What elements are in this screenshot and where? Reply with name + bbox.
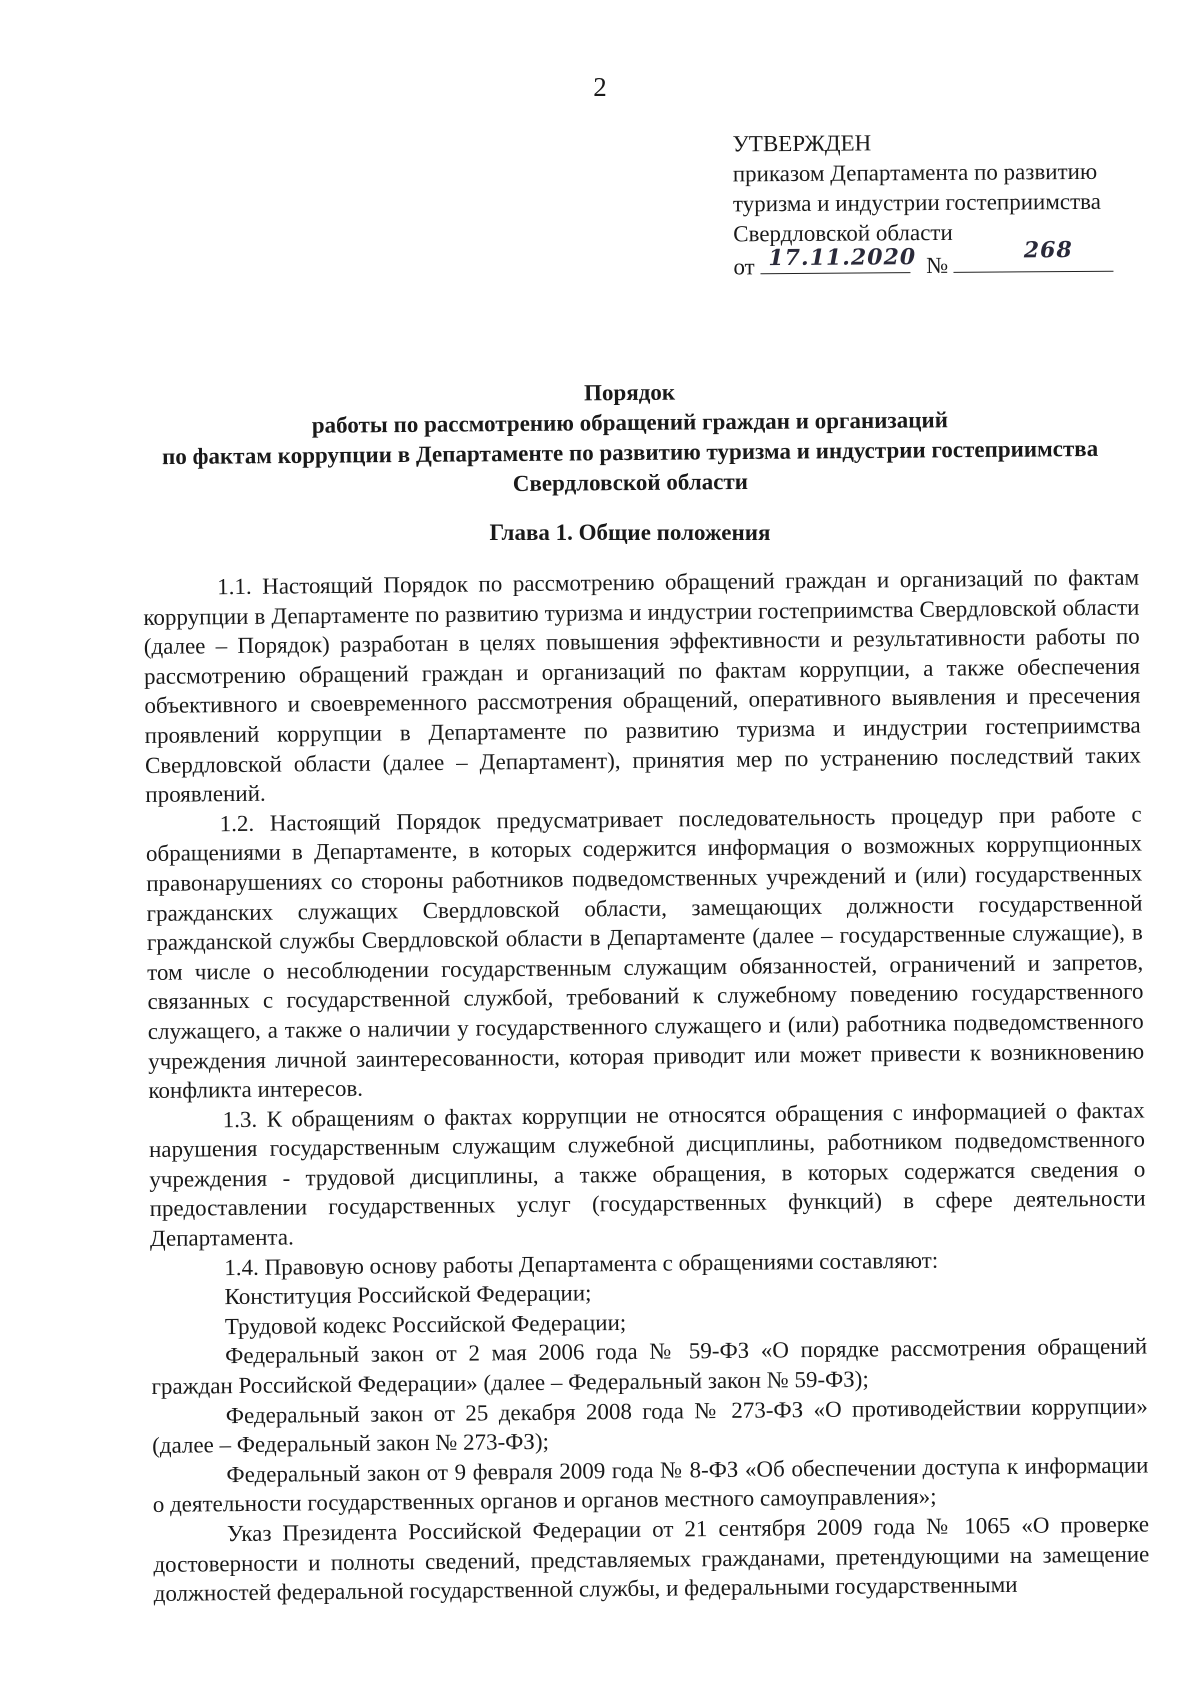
- date-field: [760, 244, 917, 274]
- legal-basis-item: Федеральный закон от 2 мая 2006 года № 59-ФЗ «О порядке рассмотрения обращений граждан Российской Федерации» (далее – Федеральный закон № 59-ФЗ);: [151, 1333, 1148, 1399]
- document-body: [143, 563, 1150, 1609]
- paragraph-1-3: 1.3. К обращениям о фактах коррупции не относятся обращения с информацией о фактах нарушения государственным служащим служебной дисциплины, работником подведомственного учреждения - трудовой дисциплины, а также обращения, в которых содержатся сведения о предоставлении государственных услуг (государственных функций) в сфере деятельности Департамента.: [148, 1097, 1146, 1252]
- document-title: [129, 374, 1130, 503]
- date-prefix: от: [733, 254, 755, 280]
- handwritten-number: 268: [1023, 237, 1073, 264]
- title-line-2: работы по рассмотрению обращений граждан и организаций: [311, 407, 949, 438]
- title-line-3: по фактам коррупции в Департаменте по развитию туризма и индустрии гостеприимства: [161, 435, 1099, 470]
- legal-basis-item: Федеральный закон от 25 декабря 2008 года № 273-ФЗ «О противодействии коррупции» (далее – Федеральный закон № 273-ФЗ);: [152, 1393, 1148, 1459]
- handwritten-date: 17.11.2020: [768, 244, 917, 272]
- approval-line-3: Свердловской области: [733, 219, 953, 247]
- paragraph-1-4: 1.4. Правовую основу работы Департамента с обращениями составляют:: [224, 1247, 939, 1280]
- title-line-4: Свердловской области: [512, 468, 749, 497]
- paragraph-1-1: 1.1. Настоящий Порядок по рассмотрению обращений граждан и организаций по фактам коррупции в Департаменте по развитию туризма и индустрии гостеприимства Свердловской области (далее – Порядок) разработан в целях повышения эффективности и результативности работы по рассмотрению обращений граждан и организаций по фактам коррупции, а также обеспечения объективного и своевременного рассмотрения обращений, оперативного выявления и пресечения проявлений коррупции в Департаменте по развитию туризма и индустрии гостеприимства Свердловской области (далее – Департамент), принятия мер по устранению последствий таких проявлений.: [143, 564, 1142, 808]
- approval-line-1: приказом Департамента по развитию: [732, 158, 1098, 187]
- number-prefix: №: [926, 252, 949, 279]
- chapter-title: Глава 1. Общие положения: [489, 520, 771, 545]
- approval-heading: УТВЕРЖДЕН: [732, 130, 872, 157]
- legal-basis-item: Трудовой кодекс Российской Федерации;: [224, 1309, 627, 1340]
- legal-basis-item: Конституция Российской Федерации;: [224, 1280, 592, 1310]
- approval-stamp: [732, 127, 1133, 283]
- approval-line-2: туризма и индустрии гостеприимства: [732, 188, 1101, 217]
- paragraph-1-2: 1.2. Настоящий Порядок предусматривает последовательность процедур при работе с обращениями в Департаменте, в которых содержится информация о возможных коррупционных правонарушениях со стороны работников подведомственных учреждений и (или) государственных гражданских служащих Свердловской области, замещающих должности государственной гражданской службы Свердловской области в Департаменте (далее – государственные служащие), в том числе о несоблюдении государственным служащим обязанностей, ограничений и запретов, связанных с государственной службой, требований к служебному поведению государственного служащего, а также о наличии у государственного служащего и (или) работника подведомственного учреждения личной заинтересованности, которая приводит или может привести к возникновению конфликта интересов.: [145, 801, 1145, 1104]
- page-number: 2: [593, 72, 607, 102]
- legal-basis-item: Указ Президента Российской Федерации от 21 сентября 2009 года № 1065 «О проверке достоверности и полноты сведений, представляемых гражданами, претендующими на замещение должностей федеральной государственной службы, и федеральными государственными: [153, 1511, 1150, 1607]
- number-field: [954, 237, 1114, 273]
- legal-basis-item: Федеральный закон от 9 февраля 2009 года № 8-ФЗ «Об обеспечении доступа к информации о деятельности государственных органов и органов местного самоуправления»;: [152, 1452, 1149, 1518]
- approval-date-line: [733, 237, 1133, 283]
- title-line-1: Порядок: [583, 379, 676, 406]
